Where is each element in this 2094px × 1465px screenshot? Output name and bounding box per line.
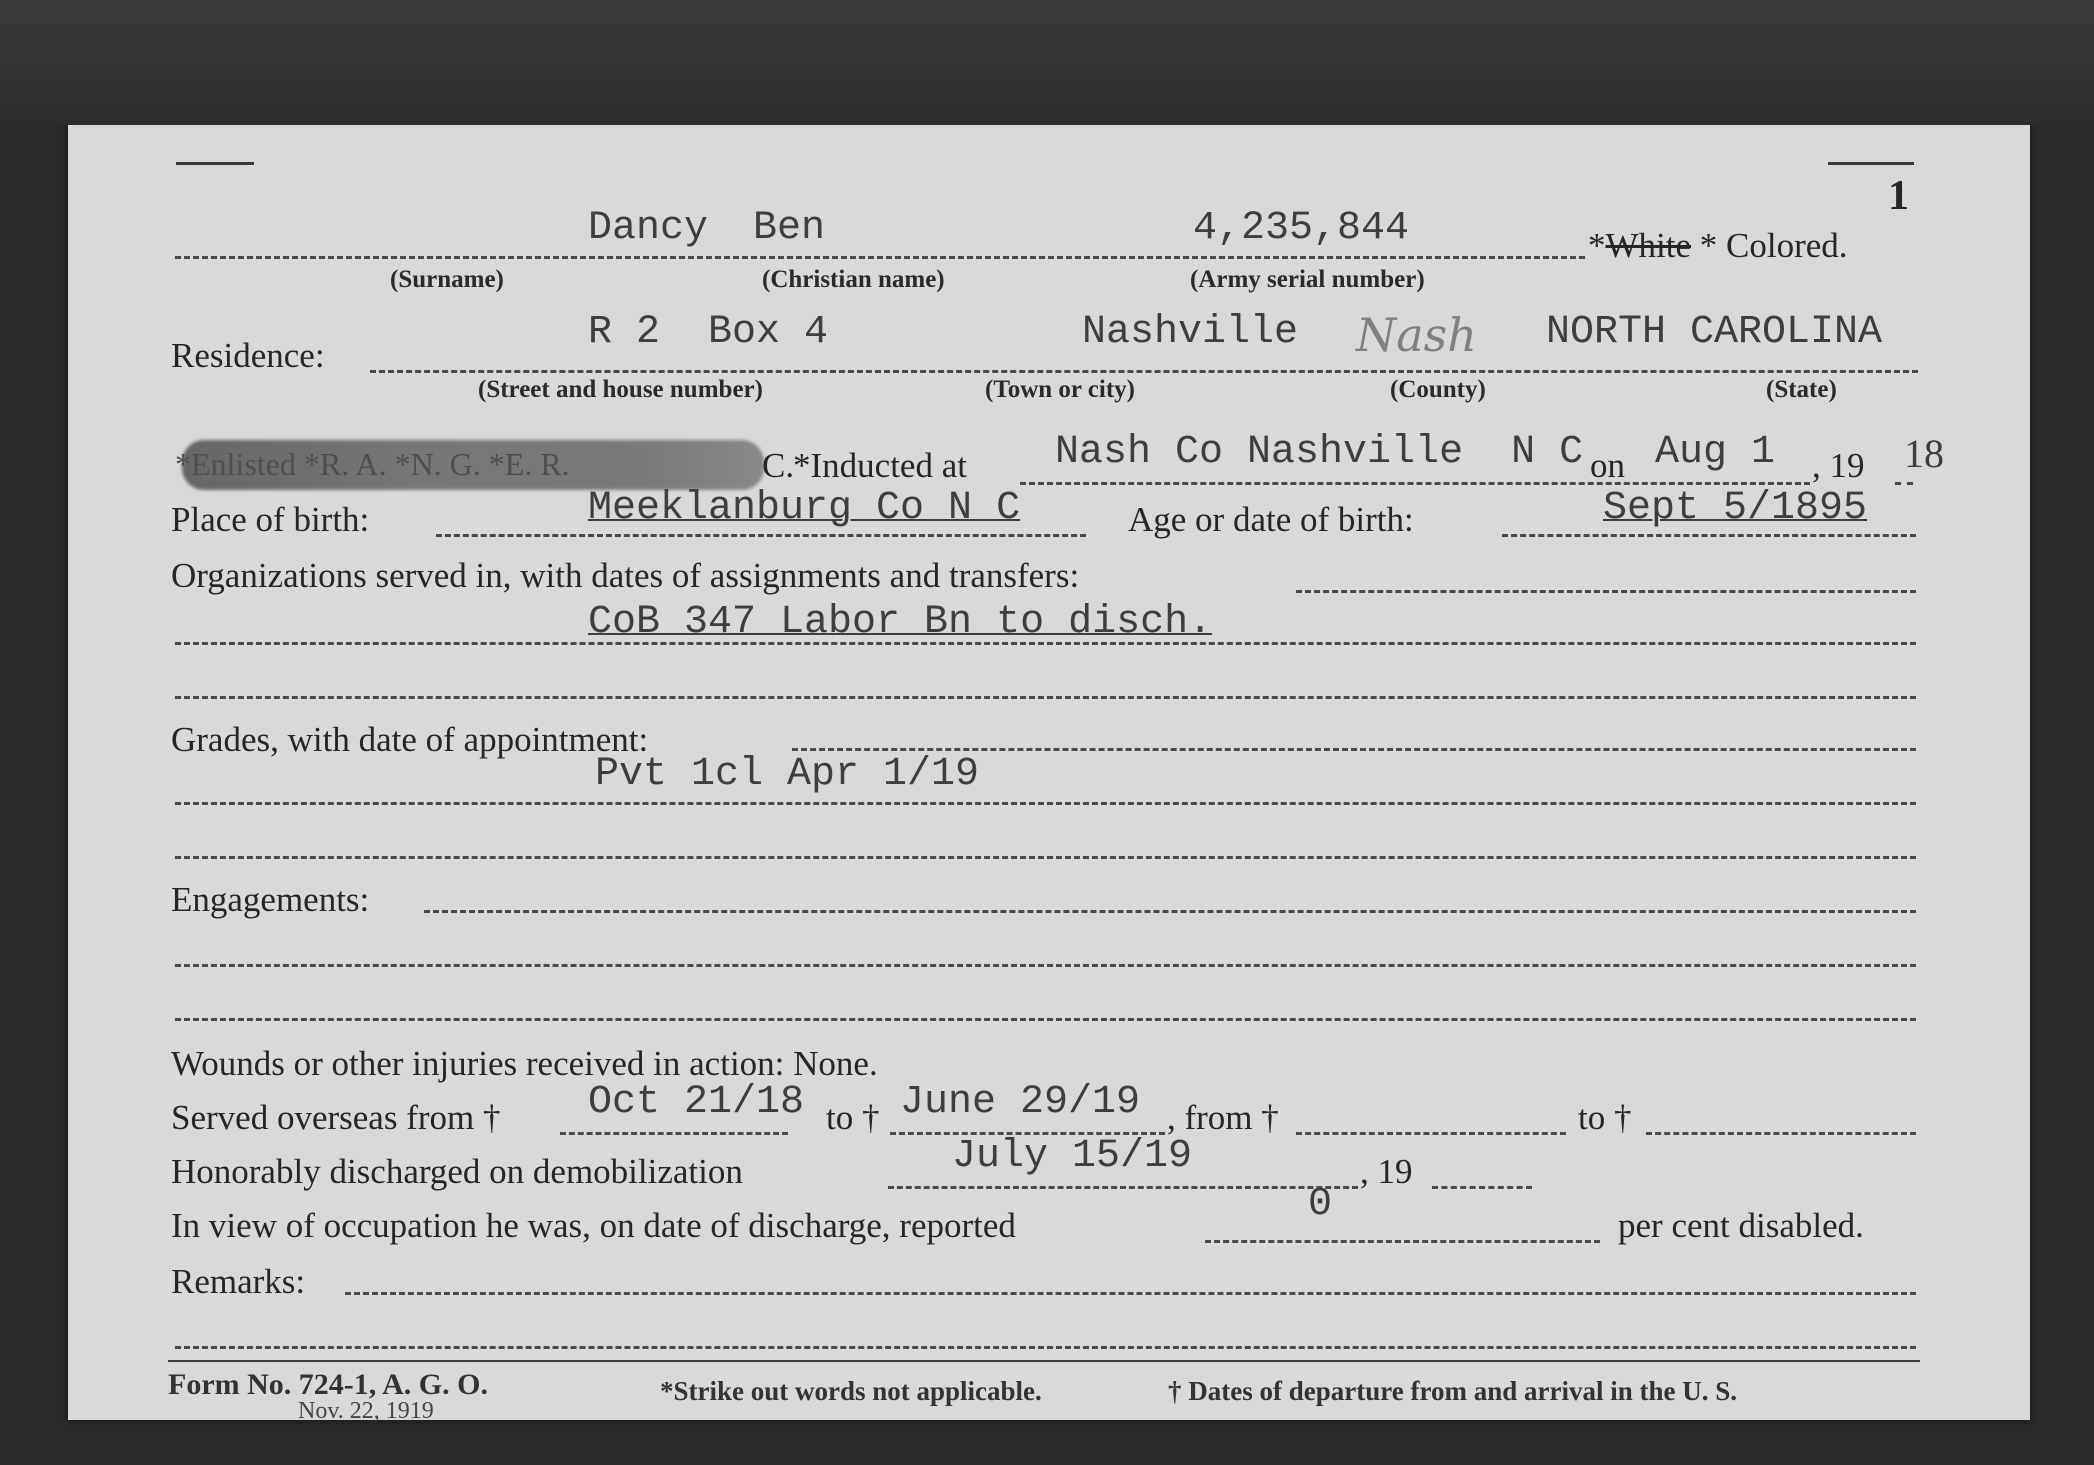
race-options bbox=[1588, 226, 1848, 266]
residence-label: Residence: bbox=[171, 336, 325, 375]
overseas-to2-line bbox=[1646, 1132, 1916, 1135]
organizations-line-1 bbox=[1296, 590, 1916, 593]
overseas-to2-label: to † bbox=[1578, 1098, 1632, 1137]
grades-label: Grades, with date of appointment: bbox=[171, 720, 649, 759]
inducted-date-value: Aug 1 bbox=[1655, 430, 1776, 475]
grades-entry: Pvt 1cl Apr 1/19 bbox=[595, 752, 980, 797]
race-colored: * Colored. bbox=[1699, 226, 1848, 265]
surname-label: (Surname) bbox=[390, 266, 504, 293]
disability-suffix: per cent disabled. bbox=[1618, 1206, 1864, 1245]
inducted-year-line bbox=[1895, 482, 1913, 485]
discharge-label: Honorably discharged on demobilization bbox=[171, 1152, 743, 1191]
discharge-year-line bbox=[1432, 1186, 1532, 1189]
street-value: R 2 Box 4 bbox=[588, 310, 829, 355]
footer-rule bbox=[168, 1360, 1920, 1362]
remarks-line-2 bbox=[175, 1346, 1916, 1349]
top-left-rule bbox=[176, 162, 254, 165]
grades-line-1 bbox=[792, 748, 1916, 751]
age-line bbox=[1502, 534, 1916, 537]
residence-line bbox=[370, 370, 1918, 373]
engagements-label: Engagements: bbox=[171, 880, 370, 919]
overseas-from2-label: , from † bbox=[1167, 1098, 1279, 1137]
birth-place-line bbox=[436, 534, 1086, 537]
disability-value: 0 bbox=[1308, 1182, 1333, 1227]
grades-line-3 bbox=[175, 856, 1916, 859]
strike-out-note: *Strike out words not applicable. bbox=[660, 1376, 1042, 1406]
overseas-to-value: June 29/19 bbox=[900, 1080, 1141, 1125]
enlistment-struck-tail: C. bbox=[762, 446, 795, 485]
top-right-rule bbox=[1828, 162, 1914, 165]
inducted-line bbox=[1020, 482, 1810, 485]
race-white-struck: White bbox=[1605, 226, 1692, 265]
inducted-year-prefix: , 19 bbox=[1812, 446, 1865, 485]
inducted-place-value: Nash Co Nashville N C bbox=[1055, 430, 1584, 475]
engagements-line-2 bbox=[175, 964, 1916, 967]
inducted-year-suffix: 18 bbox=[1904, 431, 1944, 476]
form-number: Form No. 724-1, A. G. O. bbox=[168, 1368, 488, 1401]
state-label: (State) bbox=[1766, 376, 1837, 403]
card-number: 1 bbox=[1888, 173, 1909, 219]
christian-name-value: Ben bbox=[753, 206, 826, 251]
discharge-line bbox=[888, 1186, 1358, 1189]
town-value: Nashville bbox=[1082, 310, 1299, 355]
discharge-date-value: July 15/19 bbox=[952, 1134, 1193, 1179]
disability-label: In view of occupation he was, on date of discharge, reported bbox=[171, 1206, 1016, 1245]
scanner-background bbox=[0, 0, 2094, 125]
engagements-line-1 bbox=[424, 910, 1916, 913]
enlistment-struck-options: *Enlisted *R. A. *N. G. *E. R. bbox=[175, 446, 570, 482]
wounds-text: Wounds or other injuries received in action: None. bbox=[171, 1044, 878, 1083]
town-label: (Town or city) bbox=[985, 376, 1135, 403]
birth-place-label: Place of birth: bbox=[171, 500, 370, 539]
surname-value: Dancy bbox=[588, 206, 709, 251]
dates-note: † Dates of departure from and arrival in the U. S. bbox=[1168, 1376, 1737, 1406]
overseas-from-value: Oct 21/18 bbox=[588, 1080, 805, 1125]
remarks-label: Remarks: bbox=[171, 1262, 306, 1301]
street-label: (Street and house number) bbox=[478, 376, 763, 403]
overseas-from2-line bbox=[1296, 1132, 1566, 1135]
county-label: (County) bbox=[1390, 376, 1486, 403]
inducted-at-label: *Inducted at bbox=[793, 446, 967, 485]
overseas-to-label: to † bbox=[826, 1098, 880, 1137]
remarks-line-1 bbox=[345, 1292, 1916, 1295]
serial-number-value: 4,235,844 bbox=[1193, 206, 1410, 251]
race-asterisk: * bbox=[1588, 226, 1606, 265]
name-line bbox=[175, 256, 1585, 259]
overseas-from-line bbox=[560, 1132, 788, 1135]
christian-name-label: (Christian name) bbox=[762, 266, 945, 293]
organizations-line-3 bbox=[175, 696, 1916, 699]
county-handwritten: Nash bbox=[1356, 308, 1477, 362]
organizations-entry: CoB 347 Labor Bn to disch. bbox=[588, 600, 1213, 645]
on-label: on bbox=[1590, 446, 1625, 485]
organizations-label: Organizations served in, with dates of assignments and transfers: bbox=[171, 556, 1080, 595]
serial-number-label: (Army serial number) bbox=[1190, 266, 1425, 293]
birth-date-value: Sept 5/1895 bbox=[1603, 486, 1868, 531]
grades-line-2 bbox=[175, 802, 1916, 805]
state-value: NORTH CAROLINA bbox=[1546, 310, 1883, 355]
engagements-line-3 bbox=[175, 1018, 1916, 1021]
birth-place-value: Meeklanburg Co N C bbox=[588, 486, 1021, 531]
form-date: Nov. 22, 1919 bbox=[298, 1398, 434, 1424]
age-label: Age or date of birth: bbox=[1128, 500, 1414, 539]
organizations-line-2 bbox=[175, 642, 1916, 645]
discharge-year-label: , 19 bbox=[1360, 1152, 1413, 1191]
disability-line bbox=[1205, 1240, 1600, 1243]
overseas-from-label: Served overseas from † bbox=[171, 1098, 501, 1137]
